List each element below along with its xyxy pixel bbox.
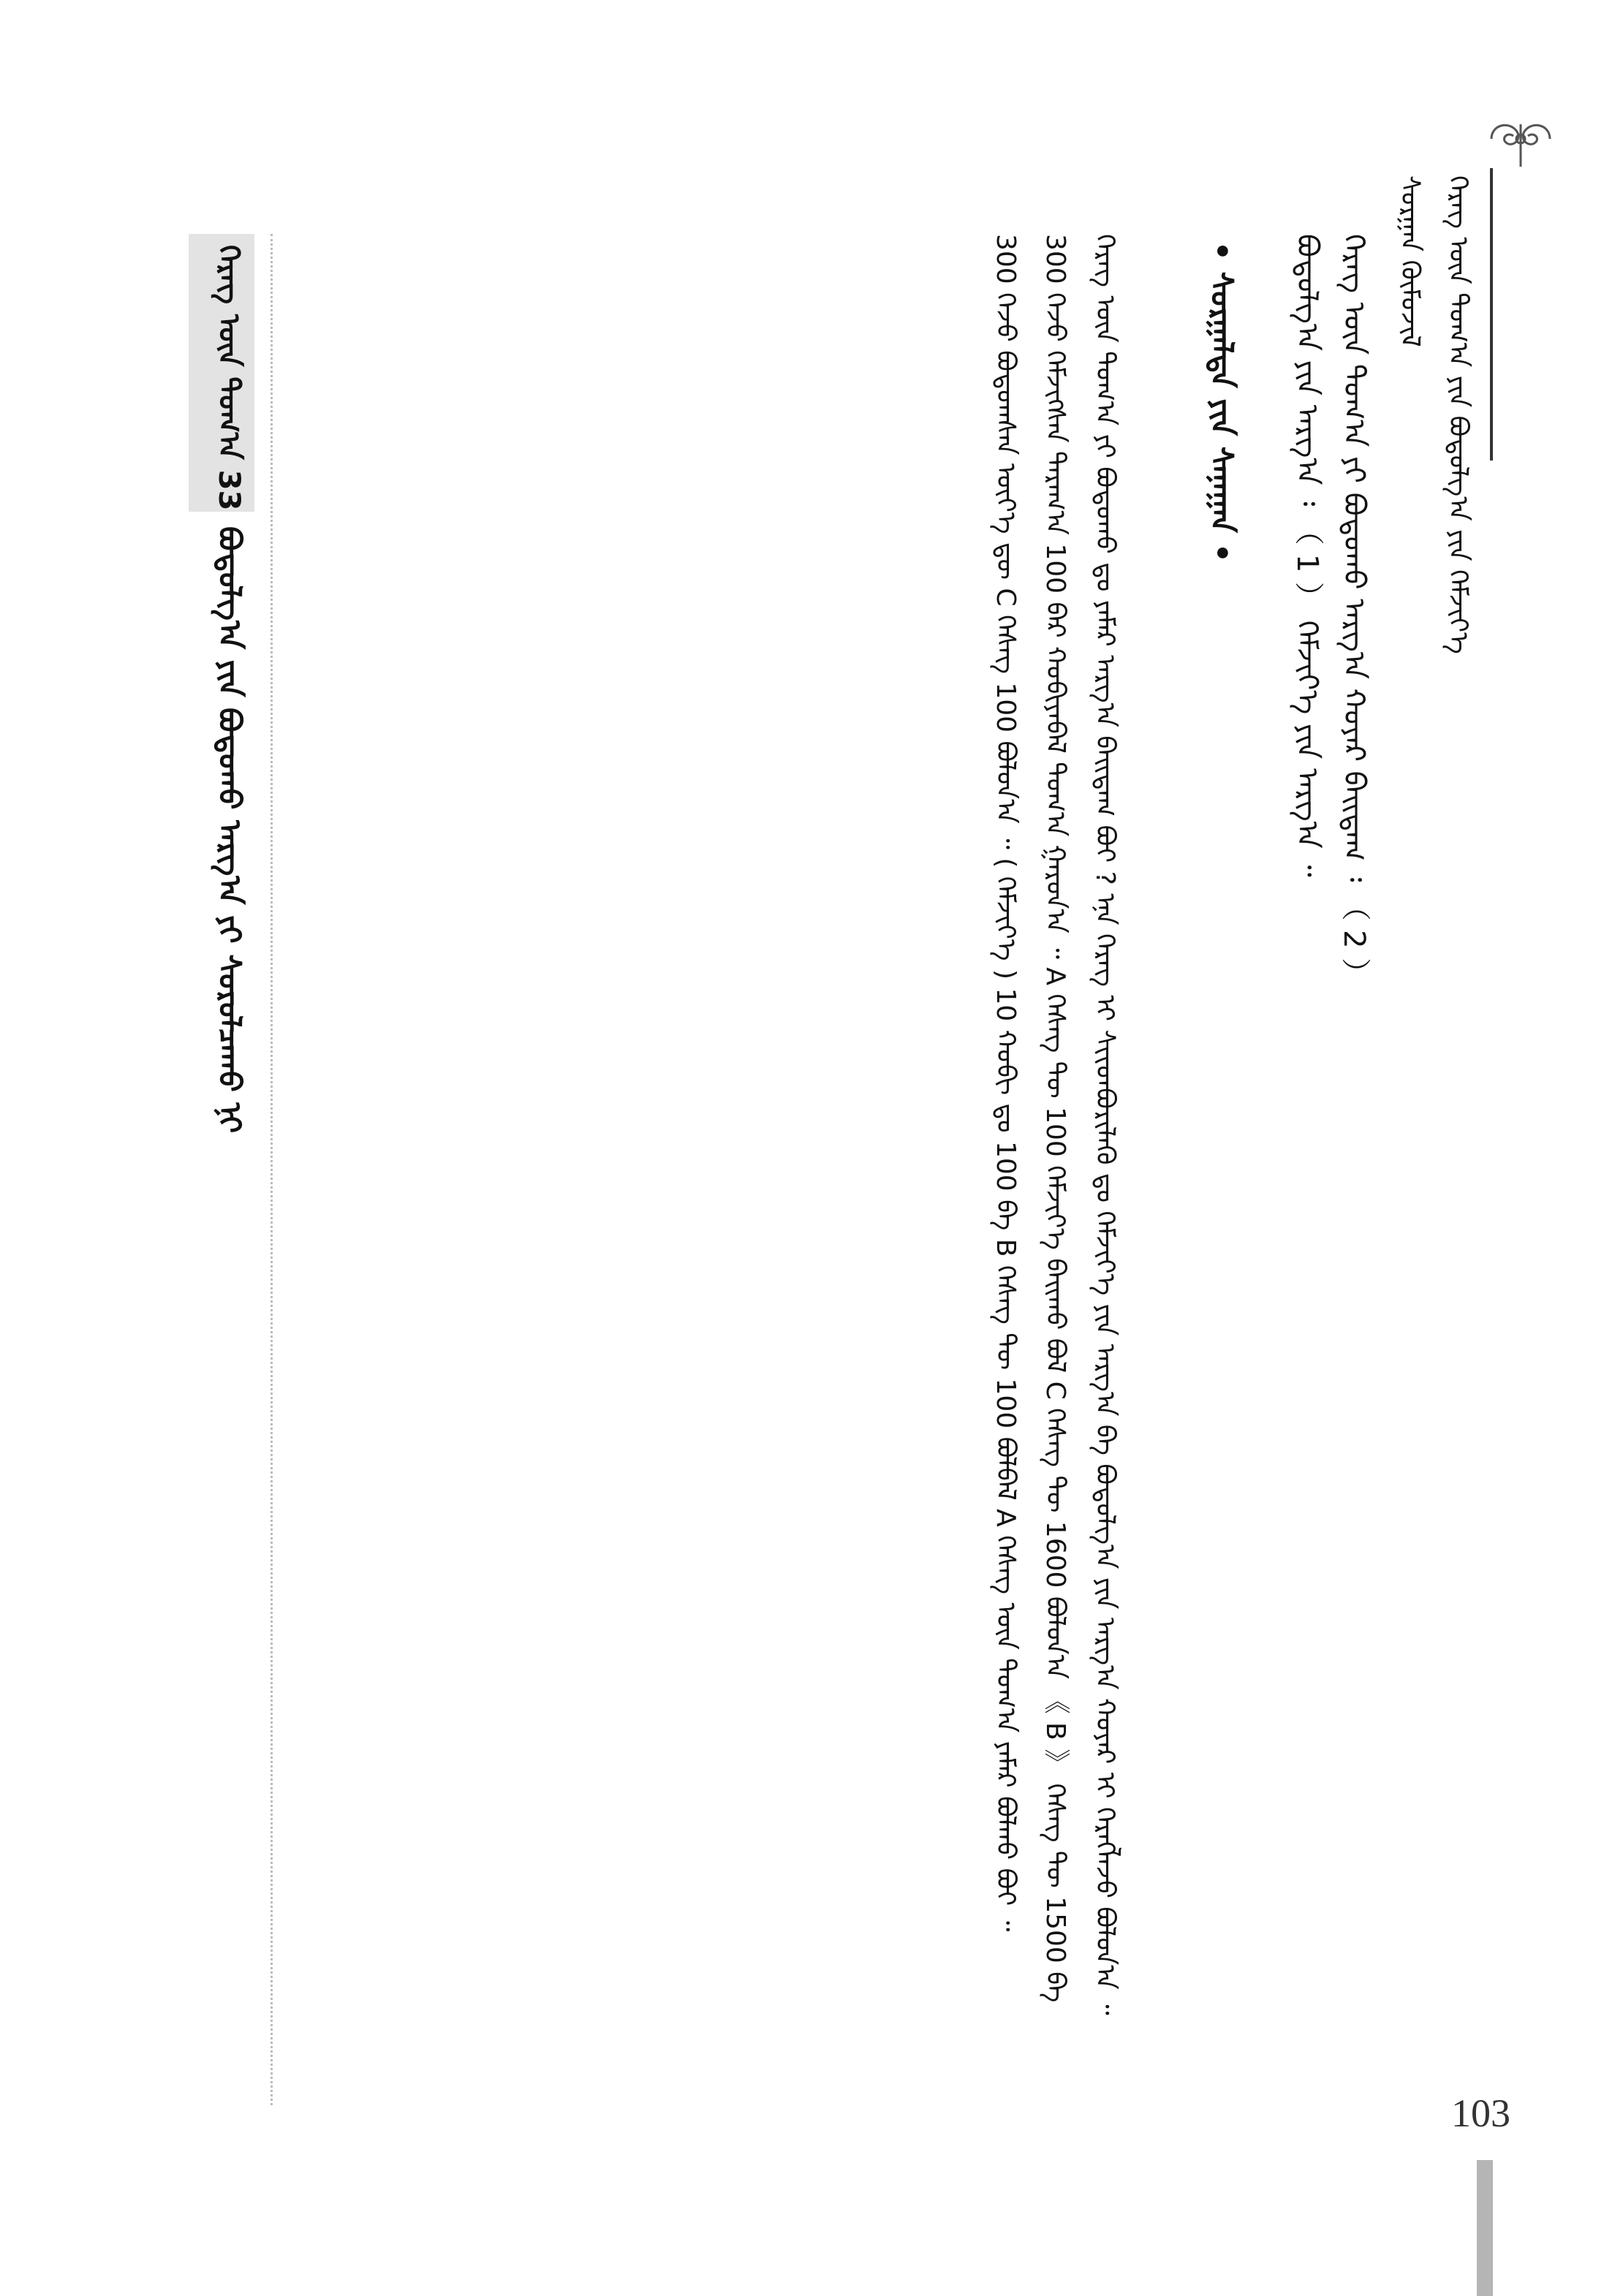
section-heading [1204, 241, 1240, 564]
header-rule [1490, 168, 1493, 461]
page-number: 103 [1451, 2091, 1510, 2135]
ornament-icon [1477, 110, 1565, 168]
banner-label: ᠬᠡᠷᠡᠭ ᠦᠨ ᠲᠣᠭ᠎ᠠ 33 [212, 245, 246, 511]
section-title: ᠰᠤᠷᠭᠠᠯᠲᠠ ᠶᠢᠨ ᠰᠠᠨᠠᠭᠠᠨ [1204, 271, 1240, 533]
running-header: ᠬᠡᠷᠡᠭ ᠦᠨ ᠲᠣᠭ᠎ᠠ ᠶᠢᠨ ᠪᠣᠳᠣᠯᠭ᠎ᠠ ᠶᠢᠨ ᠬᠡᠮᠵᠢᠶ᠎ᠡ [1443, 175, 1473, 654]
section-bullet: • [1204, 241, 1240, 261]
intro-line-2: ᠪᠣᠳᠣᠯᠭ᠎ᠠ ᠶᠢᠨ ᠠᠷᠭ᠎ᠠ ᠄ （ 1 ） ᠬᠡᠮᠵᠢᠶ᠎ᠡ ᠶᠢᠨ ᠠᠷᠭ᠎ᠠ ᠃ [1290, 234, 1324, 877]
page-tab [1477, 2160, 1493, 2296]
intro-line-1: ᠬᠡᠷᠡᠭ ᠦᠨ ᠲᠣᠭ᠎ᠠ ᠶᠢ ᠪᠣᠳᠣᠬᠤ ᠠᠷᠭ᠎ᠠ ᠬᠣᠶᠠᠷ ᠪᠠᠢᠳᠠᠭ ᠄ （ 2 ） [1337, 234, 1371, 988]
dotted-separator [270, 234, 273, 2105]
running-header-sub: ᠰᠤᠷᠭᠠᠨ ᠬᠦᠮᠦᠵᠢᠯ [1395, 175, 1425, 347]
banner-title: ᠪᠣᠳᠣᠯᠭ᠎ᠠ ᠶᠢᠨ ᠪᠣᠳᠣᠬᠤ ᠠᠷᠭ᠎ᠠ ᠶᠢ ᠰᠤᠷᠤᠯᠴᠠᠬᠤ ᠨᠢ [212, 526, 248, 1134]
body-paragraph: ᠬᠡᠷᠡᠭ ᠦᠨ ᠲᠣᠭ᠎ᠠ ᠶᠢ ᠪᠣᠳᠣᠬᠤ ᠳᠤ ᠶᠠᠮᠠᠷ ᠠᠷᠭ᠎ᠠ ᠪᠠᠢᠳᠠᠭ ᠪᠤᠢ ? ᠡᠨᠡ ᠬᠡᠷᠡᠭ ᠢ ᠰᠢᠢᠳᠪᠦᠷᠢᠯᠡᠬᠦ ᠳᠤ ᠬᠡᠮᠵᠢᠶ᠎ᠡ ᠶᠢᠨ ᠠᠷᠭ᠎ᠠ ᠪᠠ ᠪᠣᠳᠣᠯᠭ᠎ᠠ ᠶᠢᠨ ᠠᠷᠭ᠎ᠠ ᠬᠣᠶᠠᠷ ᠢ ᠬᠡᠷᠡᠭᠯᠡᠵᠦ ᠪᠣᠯᠣᠨ᠎ᠠ ᠃ 300 ᠭᠡᠵᠦ ᠬᠡᠮᠵᠢᠭᠰᠡᠨ ᠳᠠᠷᠠᠭ᠎ᠠ 100 ᠪᠠᠷ ᠬᠤᠪᠢᠶᠠᠪᠠᠯ ᠲᠣᠭ᠎ᠠ ᠭᠠᠷᠤᠨ᠎ᠠ ᠃ A ᠬᠡᠰᠡᠭ ᠲᠦ 100 ᠬᠡᠮᠵᠢᠶ᠎ᠡ ᠪᠠᠢᠬᠤ ᠪᠣᠯ C ᠬᠡᠰᠡᠭ ᠲᠦ 1600 ᠪᠣᠯᠣᠨ᠎ᠠ 《 B 》 ᠬᠡᠰᠡᠭ ᠲᠦ 1500 ᠪᠠ 300 ᠭᠡᠵᠦ ᠪᠣᠳᠣᠭᠰᠠᠨ ᠦᠶ᠎ᠡ ᠳᠦ C ᠬᠡᠰᠡᠭ 100 ᠪᠣᠯᠣᠨ᠎ᠠ ᠃ ( ᠬᠡᠮᠵᠢᠶ᠎ᠡ ) 10 ᠬᠤᠪᠢ ᠳᠤ 100 ᠪᠠ B ᠬᠡᠰᠡᠭ ᠲᠦ 100 ᠪᠣᠯᠪᠠᠯ A ᠬᠡᠰᠡᠭ ᠦᠨ ᠲᠣᠭ᠎ᠠ ᠶᠠᠮᠠᠷ ᠪᠣᠯᠬᠤ ᠪᠤᠢ ᠃ [991, 234, 1120, 2015]
section-end-bullet: • [1204, 543, 1240, 564]
